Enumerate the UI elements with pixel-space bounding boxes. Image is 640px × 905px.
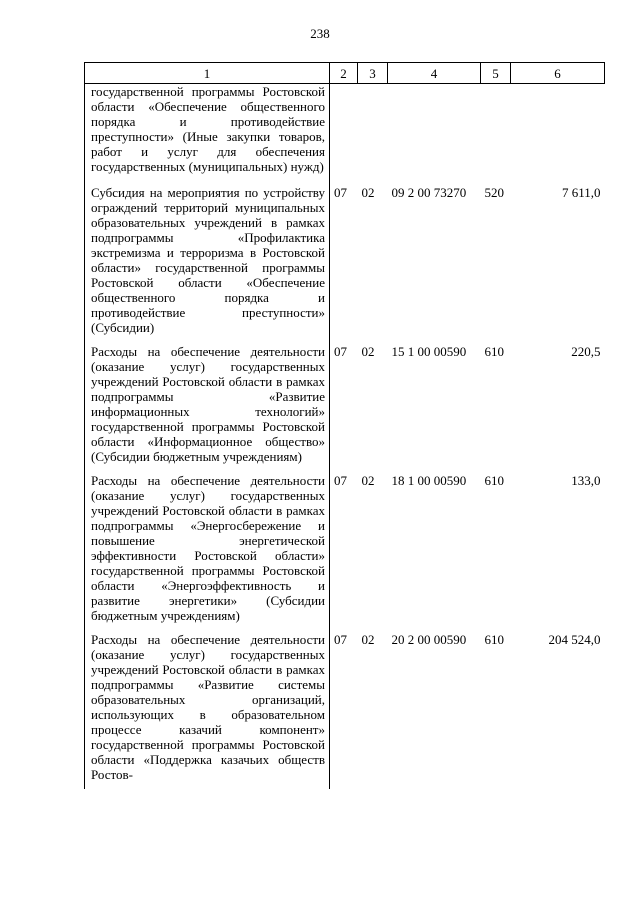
row-sum: 204 524,0 xyxy=(548,632,601,647)
row-description: Расходы на обеспечение деятельности (оказание услуг) государственных учреждений Ростовской области в рамках подпрограммы «Развитие информационных технологий» государственной программы Ростовской области «Информационное общество» (Субсидии бюджетным учреждениям) xyxy=(85,342,330,471)
header-col-4: 4 xyxy=(388,63,481,84)
row-section: 07 xyxy=(334,632,347,647)
row-subsection: 02 xyxy=(361,473,375,488)
row-subsection xyxy=(358,84,388,184)
row-expense-type: 610 xyxy=(484,344,504,359)
row-target-article: 18 1 00 00590 xyxy=(391,473,467,488)
row-section: 07 xyxy=(334,473,347,488)
row-subsection: 02 xyxy=(361,344,375,359)
row-expense-type: 520 xyxy=(484,185,504,200)
row-description: государственной программы Ростовской области «Обеспечение общественного порядка и противодействие преступности» (Иные закупки товаров, работ и услуг для обеспечения государственных (муниципальных) нужд) xyxy=(85,84,330,184)
row-target-article: 15 1 00 00590 xyxy=(391,344,467,359)
row-sum: 220,5 xyxy=(571,344,601,359)
row-section xyxy=(330,84,358,184)
budget-table xyxy=(84,62,605,789)
header-col-5: 5 xyxy=(481,63,511,84)
header-col-2: 2 xyxy=(330,63,358,84)
row-description: Субсидия на мероприятия по устройству ограждений территорий муниципальных образовательных учреждений в рамках подпрограммы «Профилактика экстремизма и терроризма в Ростовской области» государственной программы Ростовской области «Обеспечение общественного порядка и противодействие преступности» (Субсидии) xyxy=(85,183,330,342)
row-expense-type: 610 xyxy=(484,632,504,647)
row-description: Расходы на обеспечение деятельности (оказание услуг) государственных учреждений Ростовской области в рамках подпрограммы «Развитие системы образовательных организаций, использующих в образовательном процессе казачий компонент» государственной программы Ростовской области «Поддержка казачьих обществ Ростов- xyxy=(85,630,330,789)
table-header xyxy=(85,63,605,84)
row-target-article: 20 2 00 00590 xyxy=(391,632,467,647)
row-target-article: 09 2 00 73270 xyxy=(391,185,467,200)
table-row xyxy=(85,342,605,471)
table-row xyxy=(85,471,605,630)
header-col-1: 1 xyxy=(85,63,330,84)
row-sum: 7 611,0 xyxy=(561,185,601,200)
header-col-6: 6 xyxy=(511,63,605,84)
row-section: 07 xyxy=(334,344,347,359)
row-expense-type: 610 xyxy=(484,473,504,488)
table-row xyxy=(85,183,605,342)
header-col-3: 3 xyxy=(358,63,388,84)
row-description: Расходы на обеспечение деятельности (оказание услуг) государственных учреждений Ростовской области в рамках подпрограммы «Энергосбережение и повышение энергетической эффективности Ростовской области» государственной программы Ростовской области «Энергоэффективность и развитие энергетики» (Субсидии бюджетным учреждениям) xyxy=(85,471,330,630)
page-number: 238 xyxy=(310,26,330,41)
table-row xyxy=(85,630,605,789)
row-subsection: 02 xyxy=(361,185,375,200)
row-sum xyxy=(511,84,605,184)
row-section: 07 xyxy=(334,185,347,200)
row-subsection: 02 xyxy=(361,632,375,647)
row-expense-type xyxy=(481,84,511,184)
row-sum: 133,0 xyxy=(571,473,601,488)
row-target-article xyxy=(388,84,481,184)
table-row xyxy=(85,84,605,184)
